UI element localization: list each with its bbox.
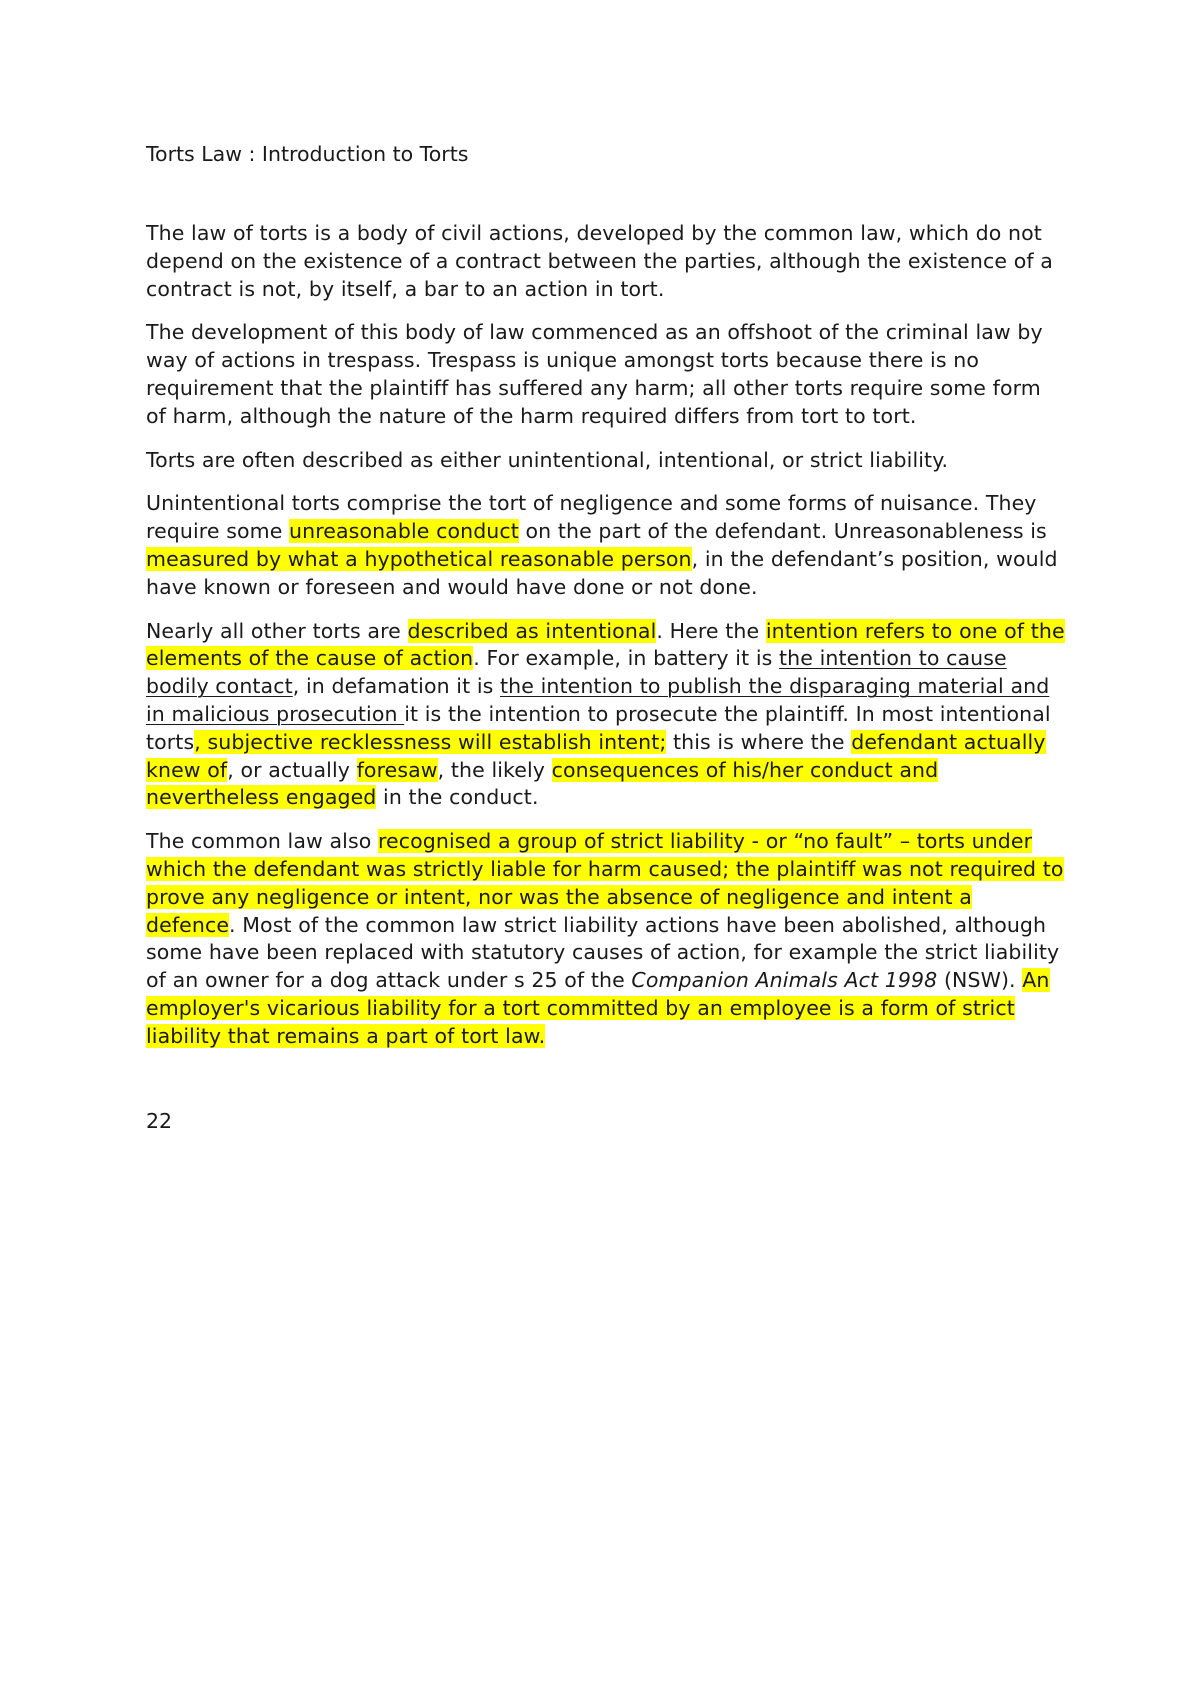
text-run: Nearly all other torts are xyxy=(146,618,408,643)
underlined-text: the intention to publish the disparaging material and in malicious prosecution xyxy=(146,674,1050,726)
text-run: The development of this body of law commenced as an offshoot of the criminal law by way of actions in trespass. Trespass is unique amongst torts because there is no requirement that the plaintiff has suffered any harm; all other torts require some form of harm, although the nature of the harm required differs from tort to tort. xyxy=(146,320,1043,428)
italic-text: Companion Animals Act 1998 xyxy=(631,968,938,993)
paragraph xyxy=(146,220,1066,303)
text-run: . Most of the common law strict liability actions have been abolished, although some have been replaced with statutory causes of action, for example the strict liability of an owner for a dog attack under s 25 of the xyxy=(146,912,1060,993)
text-run: , in defamation it is xyxy=(292,674,501,699)
document-page xyxy=(146,140,1066,1135)
paragraph xyxy=(146,618,1066,813)
highlighted-text: intention refers to one of the elements of the cause of action xyxy=(146,618,1065,671)
text-run: , or actually xyxy=(227,757,357,782)
highlighted-text: foresaw xyxy=(356,757,438,782)
text-run: Unintentional torts comprise the tort of negligence and some forms of nuisance. They require some xyxy=(146,491,1037,544)
underlined-text: the intention to cause bodily contact xyxy=(146,646,1007,699)
text-run: in the conduct. xyxy=(376,785,539,810)
text-run: (NSW). xyxy=(937,968,1023,993)
text-run: . Here the xyxy=(656,618,766,643)
text-run: . For example, in battery it is xyxy=(473,646,780,671)
highlighted-text: described as intentional xyxy=(407,618,657,643)
paragraph xyxy=(146,319,1066,430)
paragraph xyxy=(146,447,1066,475)
text-run: this is where the xyxy=(666,729,852,754)
text-run: The common law also xyxy=(146,829,378,854)
text-run: on the part of the defendant. Unreasonableness is xyxy=(518,519,1047,544)
highlighted-text: consequences of his/her conduct and nevertheless engaged xyxy=(146,757,939,810)
paragraph xyxy=(146,490,1066,601)
page-number: 22 xyxy=(146,1108,173,1133)
highlighted-text: An employer's vicarious liability for a tort committed by an employee is a form of strict liability that remains a part of tort law. xyxy=(146,968,1050,1048)
text-run: The law of torts is a body of civil actions, developed by the common law, which do not depend on the existence of a contract between the parties, although the existence of a contract is not, by itself, a bar to an action in tort. xyxy=(146,221,1053,301)
paragraph xyxy=(146,828,1066,1050)
text-run: , in the defendant’s position, would have known or foreseen and would have done or not done. xyxy=(146,546,1058,599)
highlighted-text: unreasonable conduct xyxy=(289,519,519,544)
highlighted-text: measured by what a hypothetical reasonable person xyxy=(146,546,692,571)
highlighted-text: , subjective recklessness will establish intent; xyxy=(194,729,667,754)
text-run: it is the intention to prosecute the plaintiff. In most intentional torts xyxy=(146,701,1051,754)
text-run: , the likely xyxy=(437,757,552,782)
document-title: Torts Law : Introduction to Torts xyxy=(146,142,469,166)
text-run: Torts are often described as either unintentional, intentional, or strict liability. xyxy=(146,447,949,472)
highlighted-text: defendant actually knew of xyxy=(146,729,1046,782)
highlighted-text: recognised a group of strict liability - or “no fault” – torts under which the defendant was strictly liable for harm caused; the plaintiff was not required to prove any negligence or intent, nor was the absence of negligence and intent a defence xyxy=(146,829,1064,937)
document-body xyxy=(146,220,1066,1051)
